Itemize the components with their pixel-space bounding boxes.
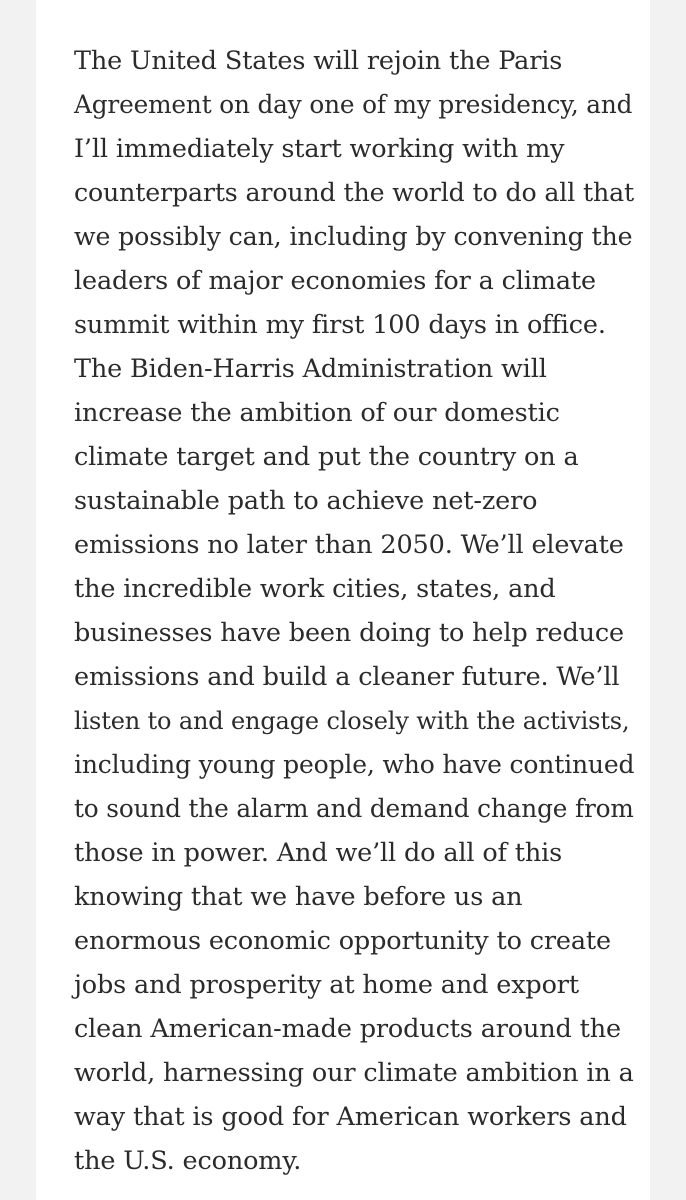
right-gutter bbox=[650, 0, 686, 1200]
text-line: emissions and build a cleaner future. We’ll bbox=[74, 662, 620, 692]
text-line: climate target and put the country on a bbox=[74, 442, 579, 472]
text-line: increase the ambition of our domestic bbox=[74, 398, 560, 428]
text-line: leaders of major economies for a climate bbox=[74, 266, 596, 296]
text-line: Agreement on day one of my presidency, and bbox=[74, 90, 633, 119]
text-line: those in power. And we’ll do all of this bbox=[74, 838, 563, 868]
text-line: world, harnessing our climate ambition in a bbox=[74, 1058, 634, 1088]
text-line: knowing that we have before us an bbox=[74, 882, 523, 912]
text-line: businesses have been doing to help reduce bbox=[74, 618, 624, 648]
text-line: way that is good for American workers and bbox=[74, 1102, 627, 1132]
text-line: the U.S. economy. bbox=[74, 1146, 302, 1176]
text-line: The Biden-Harris Administration will bbox=[74, 354, 547, 384]
text-line: the incredible work cities, states, and bbox=[74, 574, 556, 604]
text-line: jobs and prosperity at home and export bbox=[74, 970, 579, 1000]
text-line: emissions no later than 2050. We’ll elevate bbox=[74, 530, 624, 560]
text-line: listen to and engage closely with the activists, bbox=[74, 707, 630, 735]
text-line: to sound the alarm and demand change from bbox=[74, 794, 634, 823]
text-line: enormous economic opportunity to create bbox=[74, 926, 611, 956]
text-line: including young people, who have continued bbox=[74, 750, 635, 779]
text-line: clean American-made products around the bbox=[74, 1014, 621, 1044]
text-line: sustainable path to achieve net-zero bbox=[74, 486, 538, 516]
text-line: we possibly can, including by convening the bbox=[74, 222, 633, 251]
text-line: I’ll immediately start working with my bbox=[74, 134, 565, 164]
statement-paragraph bbox=[74, 39, 634, 1183]
left-gutter bbox=[0, 0, 36, 1200]
text-line: summit within my first 100 days in office. bbox=[74, 310, 606, 340]
text-line: The United States will rejoin the Paris bbox=[74, 46, 563, 76]
text-line: counterparts around the world to do all that bbox=[74, 178, 635, 207]
